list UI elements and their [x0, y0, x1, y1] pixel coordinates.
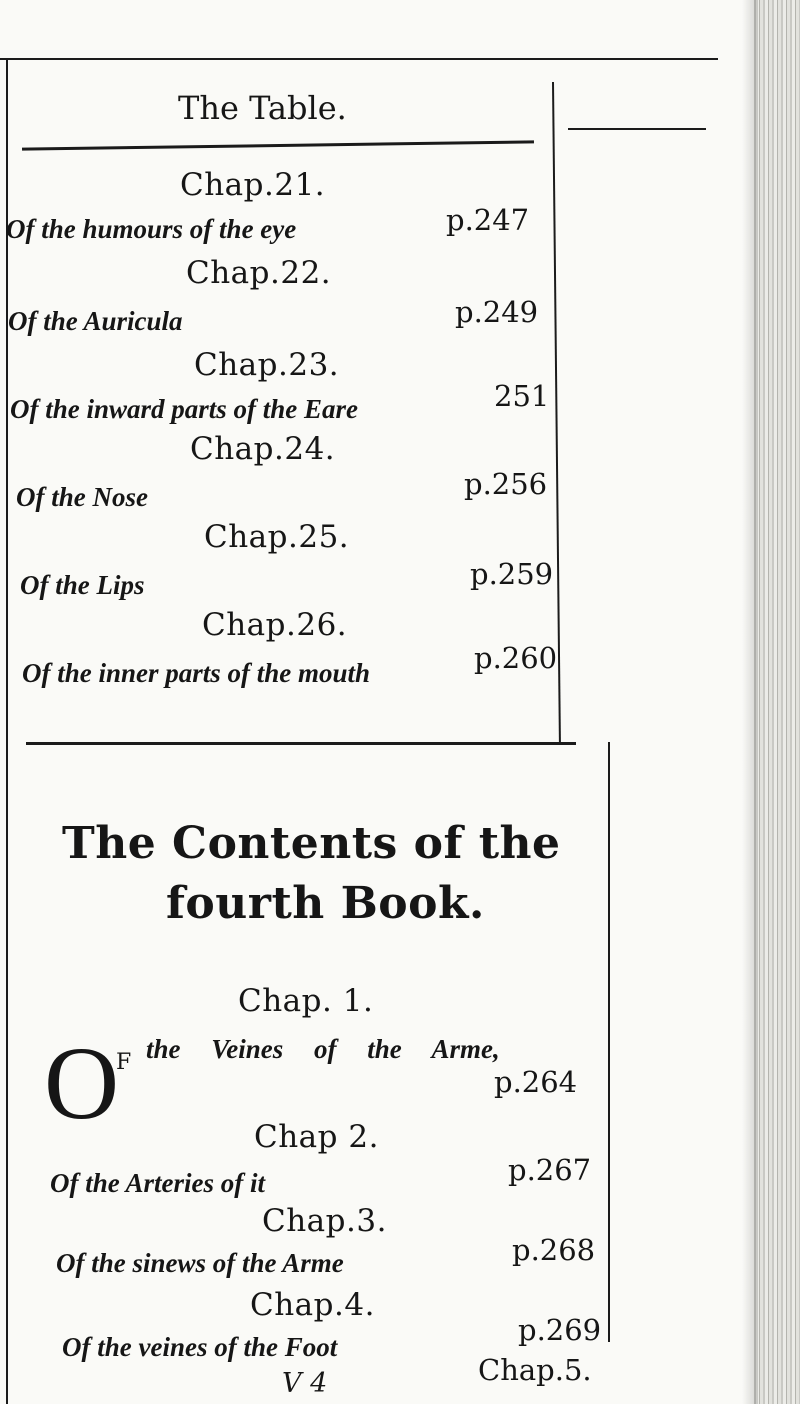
contents-title-line1: The Contents of the — [62, 818, 561, 869]
chapter-heading: Chap.4. — [250, 1287, 375, 1323]
contents-entry-title: Of the Arteries of it — [50, 1168, 265, 1198]
table-entry-title: Of the humours of the eye — [6, 214, 297, 244]
contents-entry-page: p.264 — [494, 1065, 578, 1099]
contents-entry-page: p.269 — [518, 1313, 602, 1347]
table-entry-title: Of the Nose — [16, 482, 148, 512]
table-entry-title: Of the Lips — [20, 570, 145, 600]
contents-entry-title: Of the sinews of the Arme — [56, 1248, 344, 1278]
chapter-heading: Chap.24. — [190, 431, 336, 467]
chapter-heading: Chap 2. — [254, 1119, 379, 1155]
drop-capital: O — [44, 1026, 120, 1141]
contents-entry-page: p.268 — [512, 1233, 596, 1267]
section-divider-rule — [26, 742, 576, 745]
table-entry-title: Of the inner parts of the mouth — [22, 658, 371, 688]
table-entry-page: p.249 — [455, 295, 539, 329]
chapter-heading: Chap.23. — [194, 347, 340, 383]
signature-mark: V 4 — [282, 1368, 328, 1399]
chapter-heading: Chap.26. — [202, 607, 348, 643]
gutter-shadow — [742, 0, 758, 1404]
contents-entry-title: Of the veines of the Foot — [62, 1332, 338, 1362]
header-rule — [22, 140, 534, 150]
margin-rule — [568, 128, 706, 130]
chapter-heading: Chap.22. — [186, 255, 332, 291]
contents-entry-title: the Veines of the Arme, — [146, 1034, 500, 1064]
chapter-heading: Chap.21. — [180, 167, 326, 203]
book-page-edges — [754, 0, 800, 1404]
chapter-heading: Chap.25. — [204, 519, 350, 555]
table-entry-page: p.260 — [474, 641, 558, 675]
contents-entry-page: p.267 — [508, 1153, 592, 1187]
table-entry-page: p.256 — [464, 467, 548, 501]
contents-title-line2: fourth Book. — [166, 878, 485, 929]
right-border-rule — [608, 742, 610, 1342]
top-border-rule — [0, 58, 718, 60]
table-entry-page: p.259 — [470, 557, 554, 591]
chapter-heading: Chap. 1. — [238, 983, 374, 1019]
drop-capital-continuation: F — [116, 1050, 132, 1075]
left-border-rule — [6, 60, 8, 1404]
table-entry-page: p.247 — [446, 203, 530, 237]
table-entry-title: Of the inward parts of the Eare — [10, 394, 359, 424]
table-entry-page: 251 — [494, 379, 550, 413]
chapter-heading: Chap.3. — [262, 1203, 387, 1239]
catchword: Chap.5. — [478, 1353, 592, 1387]
page-title: The Table. — [178, 89, 347, 127]
table-entry-title: Of the Auricula — [8, 306, 183, 336]
